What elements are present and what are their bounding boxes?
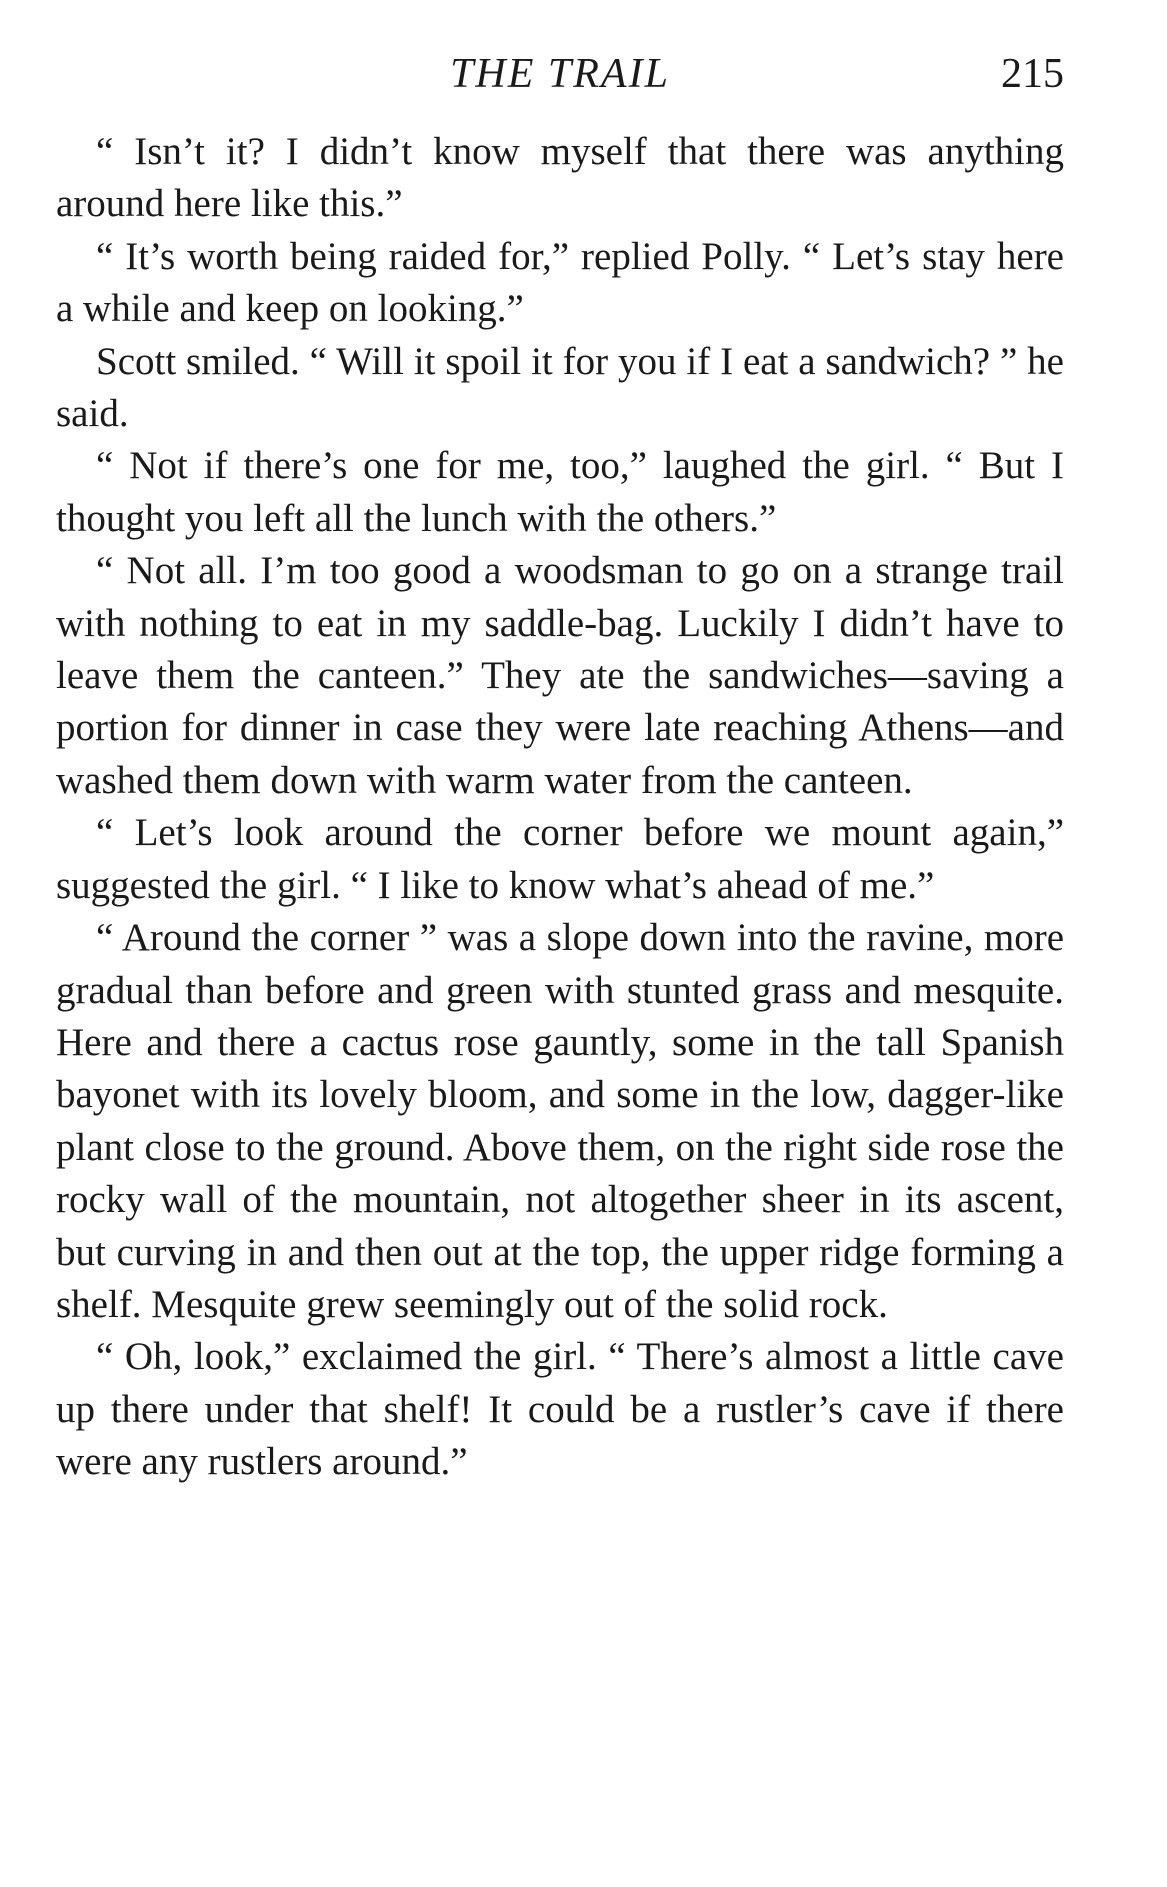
page-number: 215 — [1001, 51, 1064, 97]
paragraph: “ Oh, look,” exclaimed the girl. “ There’s almost a little cave up there under that shelf! It could be a rustler’s cave if there were any rustlers around.” — [56, 1335, 1064, 1484]
body-text — [56, 126, 1064, 1489]
paragraph: “ Around the corner ” was a slope down into the ravine, more gradual than before and green with stunted grass and mesquite. Here and there a cactus rose gauntly, some in the tall Spanish bayonet with its lovely bloom, and some in the low, dagger-like plant close to the ground. Above them, on the right side rose the rocky wall of the mountain, not altogether sheer in its ascent, but curving in and then out at the top, the upper ridge forming a shelf. Mesquite grew seemingly out of the solid rock. — [56, 916, 1064, 1326]
paragraph: “ It’s worth being raided for,” replied Polly. “ Let’s stay here a while and keep on looking.” — [56, 234, 1064, 331]
page-header — [56, 44, 1064, 104]
paragraph: “ Not all. I’m too good a woodsman to go on a strange trail with nothing to eat in my saddle-bag. Luckily I didn’t have to leave them the canteen.” They ate the sandwiches—saving a portion for dinner in case they were late reaching Athens—and washed them down with warm water from the canteen. — [56, 549, 1064, 802]
paragraph: Scott smiled. “ Will it spoil it for you if I eat a sandwich? ” he said. — [56, 339, 1064, 436]
paragraph: “ Not if there’s one for me, too,” laughed the girl. “ But I thought you left all the lunch with the others.” — [56, 444, 1064, 540]
paragraph: “ Let’s look around the corner before we mount again,” suggested the girl. “ I like to know what’s ahead of me.” — [56, 811, 1064, 907]
paragraph: “ Isn’t it? I didn’t know myself that there was anything around here like this.” — [56, 130, 1064, 226]
running-head: THE TRAIL — [450, 51, 670, 97]
